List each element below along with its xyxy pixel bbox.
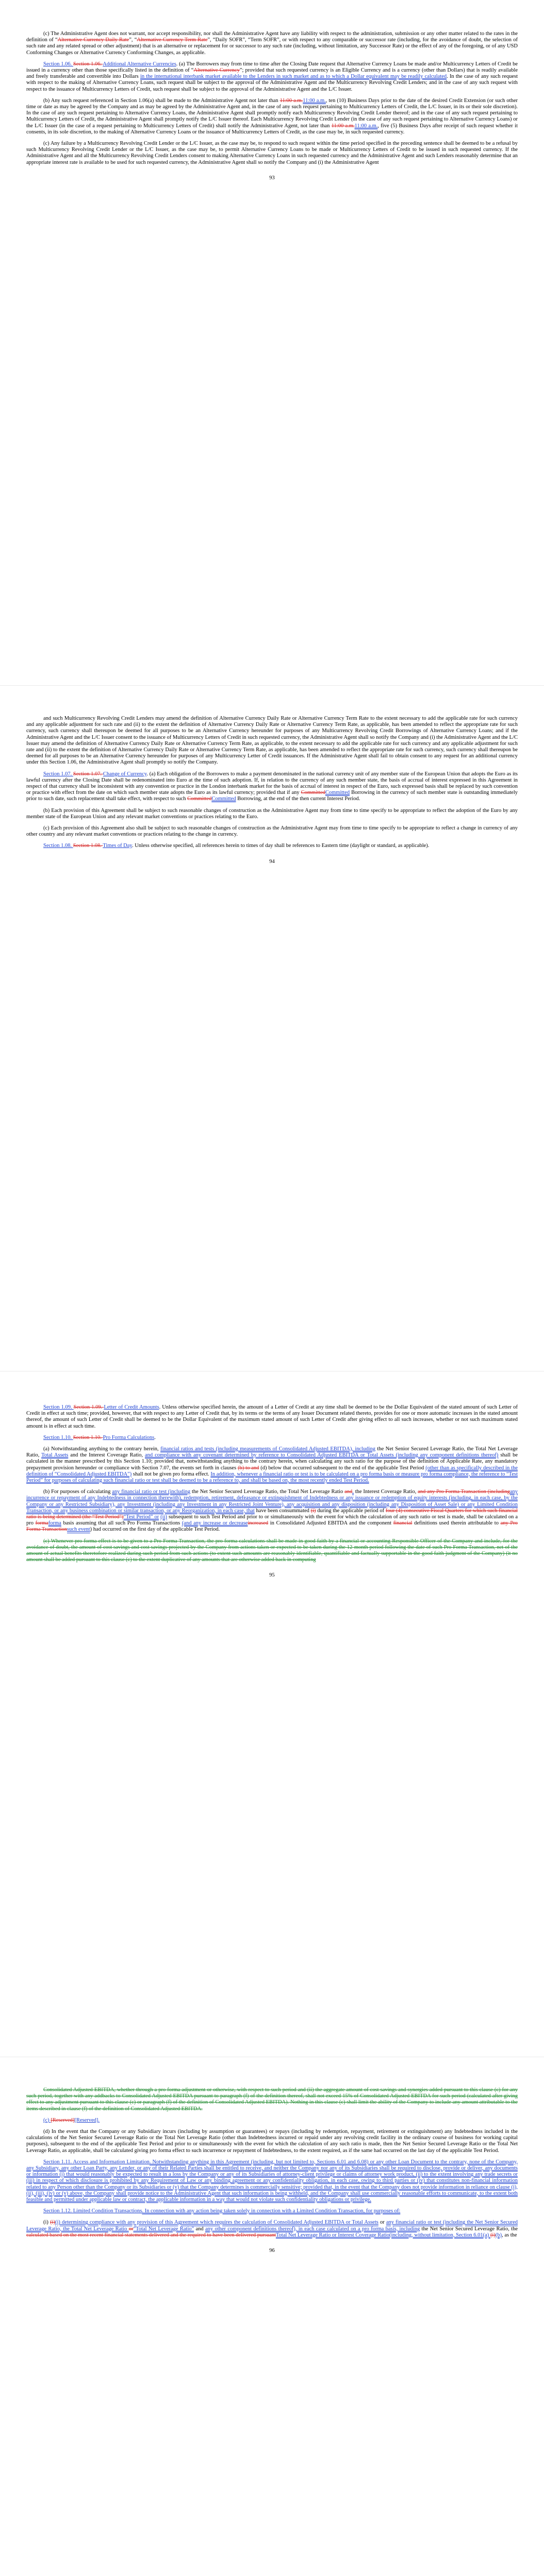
deleted-text: calculated based on the most recent financial statements delivered and the required to have been delivered pursuant [26,2232,276,2238]
page-96-body [26,2087,518,2244]
deleted-text: Committed [301,790,325,796]
body-text: . In the case of any such request with respect to the making of Alternative Currency Loans, such request shall be subject to the approval of the Administrative Agent and the Multicurrency Revolving Credit Lenders; and in the case of any such request with respect to the issuance of Multicurrency Letters of Credit, such request shall be subject to the approval of the Administrative Agent and the L/C Issuer. [26,74,518,92]
deleted-text: Committed [187,796,212,802]
section-heading: Pro Forma Calculations [103,1434,155,1440]
paragraph [26,716,518,766]
deleted-text: (b) to and [238,1465,259,1471]
body-text: (c) Each provision of this Agreement also shall be subject to such reasonable changes of construction as the Administrative Agent may from time to time specify to be appropriate to reflect a change in currency of any other country and any relevant market conventions or practices relating to the change in currency. [26,825,518,838]
deleted-text: (i) [310,1507,316,1514]
paragraph [26,1446,518,1484]
inserted-text: (ii) [160,1514,167,1520]
inserted-text: forma [48,1520,61,1527]
section-heading: Additional Alternative Currencies [103,61,176,67]
paragraph [26,31,518,56]
body-text: ) had occurred on the first day of the applicable Test Period. [90,1527,220,1533]
body-text: , five (5) Business Days after receipt of such request whether it consents, in its sole discretion, to the making of Alternative Currency Loans or the issuance of Multicurrency Letters of Credit, as the case may be, in such requested currency. [26,123,518,135]
deleted-text: Alternative Currency [193,67,240,74]
paragraph [26,1489,518,1533]
deleted-text: Section 1.09. [73,1404,104,1410]
section-heading: Section 1.06. [43,61,73,67]
paragraph [26,2159,518,2203]
section-heading: Change of Currency [103,771,147,777]
body-text: (d) In the event that the Company or any Subsidiary incurs (including by assumption or guarantees) or repays (including by redemption, repayment, retirement or extinguishment) any Indebtedness included in the calculations of the Net Senior Secured Leverage Ratio or the Total Net Leverage Ratio (other than Indebtedness incurred or repaid under any revolving credit facility in the ordinary course of business for working capital purposes), subsequent to the end of the applicable Test Period and prior to or simultaneously with the event for which the calculation of any such ratio is made, then the Net Senior Secured Leverage Ratio or the Total Net Leverage Ratio, as applicable, shall be calculated giving pro forma effect to such incurrence or repayment of Indebtedness, to the extent required, as if the same had occurred on the last day of the applicable Test Period. [26,2129,518,2154]
deleted-text: Section 1.07. [73,771,103,777]
section-heading: Section 1.07. [43,771,73,777]
body-text: provided that if any [256,790,301,796]
body-text: ”, “ [129,37,137,43]
page-number: 94 [269,859,275,865]
inserted-text: , [352,1489,354,1495]
section-heading: (c) [43,2117,51,2123]
moved-deleted-text: (c) Whenever pro forma effect is to be given to a Pro Forma Transaction, the pro forma calculations shall be made in good faith by a financial or accounting Responsible Officer of the Company and include, for the avoidance of doubt, the amount of cost savings and cost savings projected by the Company from actions taken or expected to be taken during the 12-month period following the date of such Pro Forma Transaction, net of the amount of actual benefits theretofore realized during such period from such actions (to extent such amounts are reasonably identifiable, quantifiable and factually supportable in the good faith judgment of the Company) (it no amount shall be added pursuant to this clause (c) to the extent duplicative of any amounts that are otherwise added back in computing [26,1538,518,1563]
inserted-text: (and any increase or decrease [182,1520,248,1527]
body-text: during the applicable period of [316,1507,386,1514]
section-heading: Section 1.10. [43,1434,73,1440]
body-text: Borrowing, at the end of the then current Interest Period. [236,796,360,802]
page-94-body [26,716,518,855]
section-heading: Letter of Credit Amounts [104,1404,159,1410]
body-text: in Consolidated Adjusted EBITDA and the component [268,1520,393,1527]
deleted-text: 11:00 a.m. [279,97,303,104]
body-text: provided, however, that with respect to any Letter of Credit that, by its terms or the terms of any Issuer Document related thereto, provides for one or more automatic increases in the stated amount thereof, the amount of such Letter of Credit shall be deemed to be the Dollar Equivalent of the maximum stated amount of such Letter of Credit after giving effect to all such increases, whether or not such maximum stated amount is in effect at such time. [26,1411,518,1429]
body-text: (b) For purposes of calculating [43,1489,112,1495]
body-text: (c) The Administrative Agent does not warrant, nor accept responsibility, nor shall the Administrative Agent have any liability with respect to the administration, submission or any other matter related to the rates in the definition of “ [26,31,518,43]
body-text: have been consummated [254,1507,311,1514]
section-heading: Section 1.11. Access and Information Limitation [43,2159,150,2165]
body-text: subsequent to such Test Period and prior to or simultaneously with the event for which the calculation of any such ratio or test is made, shall be calculated on a pro [26,1514,518,1527]
deleted-text: forma [35,1520,48,1527]
paragraph [26,2117,518,2124]
deleted-text: increased [248,1520,269,1527]
body-text: . (a) Each obligation of the Borrowers to make a payment denominated in the national currency unit of any member state of the European Union that adopts the Euro as its lawful currency after the Closing Date shall be redenominated into Euro at the time of such adoption. If, in relation to the currency of any such member state, the basis of accrual of interest expressed in this Agreement in respect of that currency shall be inconsistent with any convention or practice in the London interbank market for the basis of accrual of interest in respect of the Euro, such expressed basis shall be replaced by such convention or practice with effect from the date on which such member state adopts the Euro as its lawful currency; [26,771,518,796]
inserted-text: (b) [495,2232,502,2238]
body-text: and such Multicurrency Revolving Credit Lenders may amend the definition of Alternative Currency Daily Rate or Alternative Currency Term Rate to the extent necessary to add the applicable rate for such currency and any applicable adjustment for such rate and (ii) to the extent the definition of Alternative Currency Daily Rate or Alternative Currency Term Rate, as applicable, has been amended to reflect the appropriate rate for such currency, such currency shall thereupon be deemed for all purposes to be an Alternative Currency hereunder for purposes of any Multicurrency Revolving Credit Borrowings of Alternative Currency Loans; and if the Administrative Agent and the L/C Issuer consent to the issuance of Multicurrency Letters of Credit in such requested currency, the Administrative Agent shall so notify the Company and (i) the Administrative Agent and the L/C Issuer may amend the definition of Alternative Currency Daily Rate or Alternative Currency Term Rate, as applicable, to the extent necessary to add the applicable rate for such currency and any applicable adjustment for such rate and (ii) to the extent the definition of Alternative Currency Daily Rate or Alternative Currency Term Rate, as applicable, has been amended to reflect the appropriate rate for such currency, such currency shall thereupon be deemed for all purposes to be an Alternative Currency hereunder for purposes of any Multicurrency Letter of Credit issuances. If the Administrative Agent shall fail to obtain consent to any request for an additional currency under this Section 1.06, the Administrative Agent shall promptly so notify the Company. [26,716,518,766]
body-text: the Net Senior Secured Leverage Ratio, the [420,2226,518,2232]
body-text: (c) Any failure by a Multicurrency Revolving Credit Lender or the L/C Issuer, as the case may be, to respond to such request within the time period specified in the preceding sentence shall be deemed to be a refusal by such Multicurrency Revolving Credit Lender or the L/C Issuer, as the case may be, to permit Alternative Currency Loans to be made or Multicurrency Letters of Credit to be issued in such requested currency. If the Administrative Agent and all the Multicurrency Revolving Credit Lenders consent to making Alternative Currency Loans in such requested currency and the Administrative Agent and such Lenders reasonably determine that an appropriate interest rate is available to be used for such requested currency, the Administrative Agent shall so notify the Company and (i) the Administrative Agent [26,141,518,165]
page-95 [0,1371,544,2057]
paragraph [26,808,518,820]
deleted-text: financial [393,1520,413,1527]
inserted-text: Total Net Leverage Ratio or Interest Coverage Ratio(including, without limitation, Section 6.01(a) [275,2232,490,2238]
inserted-text: such event [67,1527,90,1533]
inserted-text: determining compliance with any provision of this Agreement which requires the calculation of Consolidated Adjusted EBITDA or Total Assets [62,2219,378,2226]
section-heading: Section 1.08. [43,843,73,849]
body-text: basis assuming that all such Pro Forma Transactions [61,1520,182,1527]
paragraph [26,1404,518,1430]
page-96 [0,2057,544,2576]
page-number: 95 [269,1572,275,1578]
section-heading: Section 1.12. Limited Condition Transactions [43,2208,142,2214]
inserted-text: “Test Period” or [123,1514,159,1520]
body-text: (b) Any such request referenced in Section 1.06(a) shall be made to the Administrative Agent not later than [43,97,280,104]
inserted-text: 11:00 a.m. [354,123,378,129]
deleted-text: Section 1.10. [73,1434,103,1440]
body-text: Borrowing in the currency of such member state is outstanding immediately prior to such date, such replacement shall take effect, with respect to such [26,790,518,802]
deleted-text: or [128,2226,134,2232]
moved-deleted-text: Consolidated Adjusted EBITDA, whether through a pro forma adjustment or otherwise, with respect to such period and (ii) the aggregate amount of cost savings and synergies added pursuant to this clause (c) for any such period, together with any addbacks to Consolidated Adjusted EBITDA pursuant to paragraph (f) of the definition thereof, shall not exceed 15% of Consolidated Adjusted EBITDA for such period (calculated after giving effect to any adjustment pursuant to this clause (c) or paragraph (f) of the definition of Consolidated Adjusted EBITDA). Nothing in this clause (c) shall limit the ability of the Company to include any amount attributable to the items described in clause (f) of the definition of Consolidated Adjusted EBITDA. [26,2087,518,2112]
inserted-text: . In connection with any action being taken solely in connection with a Limited Condition Transaction, for purposes of: [142,2208,401,2214]
body-text: , ten (10) Business Days prior to the date of the desired Credit Extension (or such other time or date as may be agreed by the Company and as may be agreed by the Administrative Agent and, in the case of any such request pertaining to Multicurrency Letters of Credit, the L/C Issuer, in its or their sole discretion). In the case of any such request pertaining to Alternative Currency Loans, the Administrative Agent shall promptly notify each Multicurrency Revolving Credit Lender thereof; and in the case of any such request pertaining to Multicurrency Letters of Credit, the Administrative Agent shall promptly notify the L/C Issuer thereof. Each Multicurrency Revolving Credit Lender (in the case of any such request pertaining to Alternative Currency Loans) or the L/C Issuer (in the case of a request pertaining to Multicurrency Letters of Credit) shall notify the Administrative Agent, not later than [26,97,518,129]
inserted-text: any financial ratio or test (including the Net Senior Secured Leverage Ratio, the Total Net Leverage Ratio [26,2219,518,2232]
body-text: the Interest Coverage Ratio, [353,1489,418,1495]
deleted-text: four (4) consecutive Fiscal Quarters for which such financial ratio is being determined (the “Test Period”) [26,1507,518,1520]
inserted-text: any incurrence or repayment of any Indebtedness in connection therewith), redemption, retirement, defeasance or extinguishment of Indebtedness or any issuance or redemption of equity interests (including, in each case, by the Company or any Restricted Subsidiary), any Investment (including any Investment in any Restricted Joint Venture), any acquisition and any disposition (including any Disposition of Asset Sale) or any Limited Condition Transaction, or any business combination or similar transaction, or any Reorganization, in each case, that [26,1489,518,1514]
deleted-text: Alternative Currency Daily Rate [57,37,129,43]
page-93-body [26,31,518,171]
inserted-text: any other component definitions thereof), in each case calculated on a pro forma basis, including [205,2226,420,2232]
body-text: (b) Each provision of this Agreement shall be subject to such reasonable changes of construction as the Administrative Agent may from time to time specify to be appropriate to reflect the adoption of the Euro by any member state of the European Union and any relevant market conventions or practices relating to the Euro. [26,807,518,820]
inserted-text: any financial ratio or test (including [112,1489,191,1495]
body-text: the Net Senior Secured Leverage Ratio, the Total Net Leverage Ratio, [26,1446,518,1459]
inserted-text: “Total Net Leverage Ratio” [133,2226,194,2232]
paragraph [26,2087,518,2112]
deleted-text: Section 1.08. [73,843,103,849]
body-text: and the Interest Coverage Ratio, [68,1452,145,1459]
inserted-text: in the international interbank market available to the Lenders in such market and as to which a Dollar equivalent may be readily calculated [140,74,447,80]
inserted-text: Committed [325,790,350,796]
paragraph [26,825,518,838]
paragraph [26,1538,518,1564]
body-text: shall not be given pro forma effect. [131,1471,211,1477]
body-text: . (a) The Borrowers may from time to time after the Closing Date request that Alternative Currency Loans be made and/or Multicurrency Letters of Credit be issued in a currency other than those specifically listed in the definition of “ [26,61,518,74]
inserted-text: financial ratios and tests (including measurements of Consolidated Adjusted EBITDA), including [160,1446,376,1452]
body-text: (a) Notwithstanding anything to the contrary herein, [43,1446,161,1452]
body-text: and [194,2226,205,2232]
inserted-text: and compliance with any covenant determined by reference to Consolidated Adjusted EBITDA or Total Assets (including any component definitions thereof) [144,1452,499,1459]
body-text: provided that, notwithstanding anything to the contrary herein, when calculating any such ratio for the purpose of the definition of Applicable Rate, any mandatory prepayment provision hereunder or compliance with Section 7.07, the events set forth in clauses [26,1459,518,1471]
inserted-text: In addition, whenever a financial ratio or test is to be calculated on a pro forma basis or measure pro forma compliance, the reference to “Test Period” for purposes of calculating such financial ratio or test shall be deemed to be a reference to, and shall be based on, the most recently ended Test Period. [26,1471,518,1484]
body-text: ”, “Daily SOFR”, “Term SOFR”, or with respect to any comparable or successor rate (including, for the avoidance of doubt, the selection of such rate and any related spread or other adjustment) that is an alternative or replacement for or successor to any such rate (including, without limitation, any Successor Rate) or the effect of any of the foregoing, or of any USD Conforming Changes or Alternative Currency Conforming Changes, as applicable. [26,37,518,56]
inserted-text: Committed [211,796,236,802]
deleted-text: [Reserved] [51,2117,75,2123]
body-text: . Unless otherwise specified herein, the amount of a Letter of Credit at any time shall be deemed to be the Dollar Equivalent of the stated amount of such Letter of Credit in effect at such time; [26,1404,518,1417]
inserted-text: (i) [55,2219,62,2226]
section-heading: [Reserved]. [74,2117,100,2123]
deleted-text: Alternative Currency Term Rate [137,37,208,43]
deleted-text: Section 1.06. [73,61,103,67]
body-text: ”; [239,67,245,74]
deleted-text: 11:00 a.m. [331,123,355,129]
deleted-text: and [344,1489,353,1495]
body-text: definitions used therein attributable to [412,1520,501,1527]
section-heading: Times of Day [103,843,132,849]
inserted-text: 11:00 a.m. [303,97,326,104]
page-93 [0,0,544,685]
paragraph [26,141,518,166]
paragraph [26,1435,518,1441]
body-text: . Unless otherwise specified, all references herein to times of day shall be references to Eastern time (daylight or standard, as applicable). [132,843,430,849]
body-text: (d) below that occurred subsequent to the end of the applicable Test Period [259,1465,426,1471]
paragraph [26,98,518,135]
deleted-text: and any Pro Forma Transaction (including [418,1489,510,1495]
paragraph [26,61,518,93]
body-text: provided that such requested currency is an Eligible Currency and is a currency (other than Dollars) that is readily available and freely transferable and convertible into Dollars [26,67,518,80]
body-text: , as the [502,2232,517,2238]
deleted-text: any Pro Forma Transaction [26,1520,518,1533]
paragraph [26,2219,518,2239]
deleted-text: (i) [50,2219,55,2226]
body-text: shall be calculated in the manner prescribed by this Section 1.10; [26,1452,518,1465]
paragraph [26,843,518,849]
body-text: the Net Senior Secured Leverage Ratio, the Total Net Leverage Ratio [190,1489,345,1495]
deleted-text: (i) [490,2232,496,2238]
inserted-text: . Notwithstanding anything in this Agreement (including, but not limited to, Sections 6.01 and 6.08) or any other Loan Document to the contrary, none of the Company, any Subsidiary, any other Loan Party, any Lender, or any of their Related Parties shall be entitled to receive, and neither the Company nor any of its Subsidiaries shall be required to disclose, provide or deliver, any documents or information (i) that would reasonably be expected to result in a loss by the Company or any of its Subsidiaries of attorney-client privilege or claims of attorney work product, (ii) to the extent involving any trade secrets or (iii) in respect of which disclosure is prohibited by any Requirement of Law or any binding agreement or any confidentiality obligation, in each case, owing to third parties or (iv) that constitutes non-financial information related to any Person other than the Company or its Subsidiaries or (v) that the Company determines is commercially sensitive; provided that, in the event that the Company does not provide information in reliance on clause (i), (ii), (iii), (iv) or (v) above, the Company shall provide notice to the Administrative Agent that such information is being withheld, and the Company shall use commercially reasonable efforts to communicate, to the extent both feasible and permitted under applicable law or contract, the applicable information in a way that would not violate such confidentiality obligations or privilege. [26,2159,518,2203]
page-number: 96 [269,2248,275,2253]
page-94 [0,686,544,1371]
page-number: 93 [269,175,275,181]
body-text: . [154,1434,156,1440]
section-heading: Section 1.09. [43,1404,74,1410]
inserted-text: (other than as specifically described in the definition of “Consolidated Adjusted EBITDA”) [26,1465,518,1477]
paragraph [26,2129,518,2154]
page-95-body [26,1404,518,1568]
body-text: or [378,2219,386,2226]
inserted-text: Total Assets [41,1452,69,1459]
body-text: (i) [43,2219,51,2226]
paragraph [26,2208,518,2214]
paragraph [26,771,518,803]
